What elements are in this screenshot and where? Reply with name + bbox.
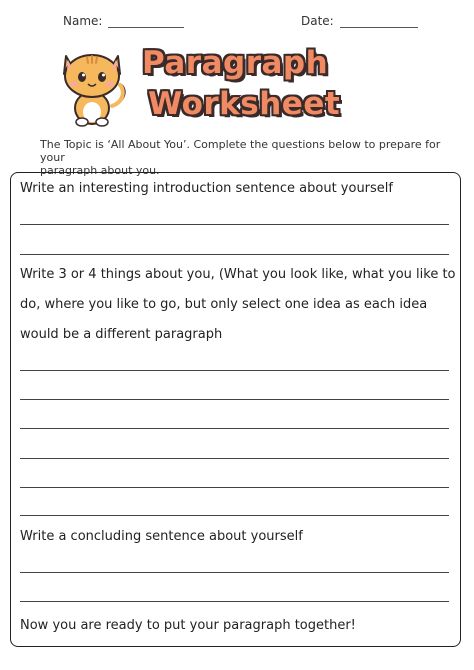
body-writing-line-6[interactable] bbox=[20, 515, 449, 516]
name-field[interactable] bbox=[63, 14, 184, 28]
conclusion-prompt: Write a concluding sentence about yourself bbox=[20, 529, 303, 544]
date-field[interactable] bbox=[301, 14, 418, 28]
worksheet-title-line-1: Paragraph bbox=[142, 45, 329, 81]
kitten-icon bbox=[54, 44, 132, 130]
date-blank-line[interactable] bbox=[340, 15, 418, 28]
body-prompt-line-3: would be a different paragraph bbox=[20, 327, 223, 342]
body-writing-line-2[interactable] bbox=[20, 399, 449, 400]
body-prompt-line-2: do, where you like to go, but only select one idea as each idea bbox=[20, 297, 428, 312]
body-writing-line-3[interactable] bbox=[20, 428, 449, 429]
body-writing-line-4[interactable] bbox=[20, 458, 449, 459]
final-note: Now you are ready to put your paragraph together! bbox=[20, 618, 356, 633]
introduction-prompt: Write an interesting introduction sentence about yourself bbox=[20, 181, 393, 196]
writing-box bbox=[10, 172, 461, 647]
body-writing-line-5[interactable] bbox=[20, 487, 449, 488]
name-blank-line[interactable] bbox=[108, 15, 184, 28]
header-row bbox=[0, 14, 474, 34]
body-writing-line-1[interactable] bbox=[20, 370, 449, 371]
introduction-writing-line-2[interactable] bbox=[20, 254, 449, 255]
conclusion-writing-line-2[interactable] bbox=[20, 601, 449, 602]
topic-instructions-line-2: paragraph about you. bbox=[40, 164, 160, 177]
introduction-writing-line-1[interactable] bbox=[20, 224, 449, 225]
conclusion-writing-line-1[interactable] bbox=[20, 572, 449, 573]
name-label: Name: bbox=[63, 14, 103, 28]
worksheet-title-line-2: Worksheet bbox=[148, 86, 341, 122]
date-label: Date: bbox=[301, 14, 334, 28]
topic-instructions-line-1: The Topic is ‘All About You’. Complete the questions below to prepare for your bbox=[40, 138, 441, 164]
body-prompt-line-1: Write 3 or 4 things about you, (What you look like, what you like to bbox=[20, 267, 456, 282]
